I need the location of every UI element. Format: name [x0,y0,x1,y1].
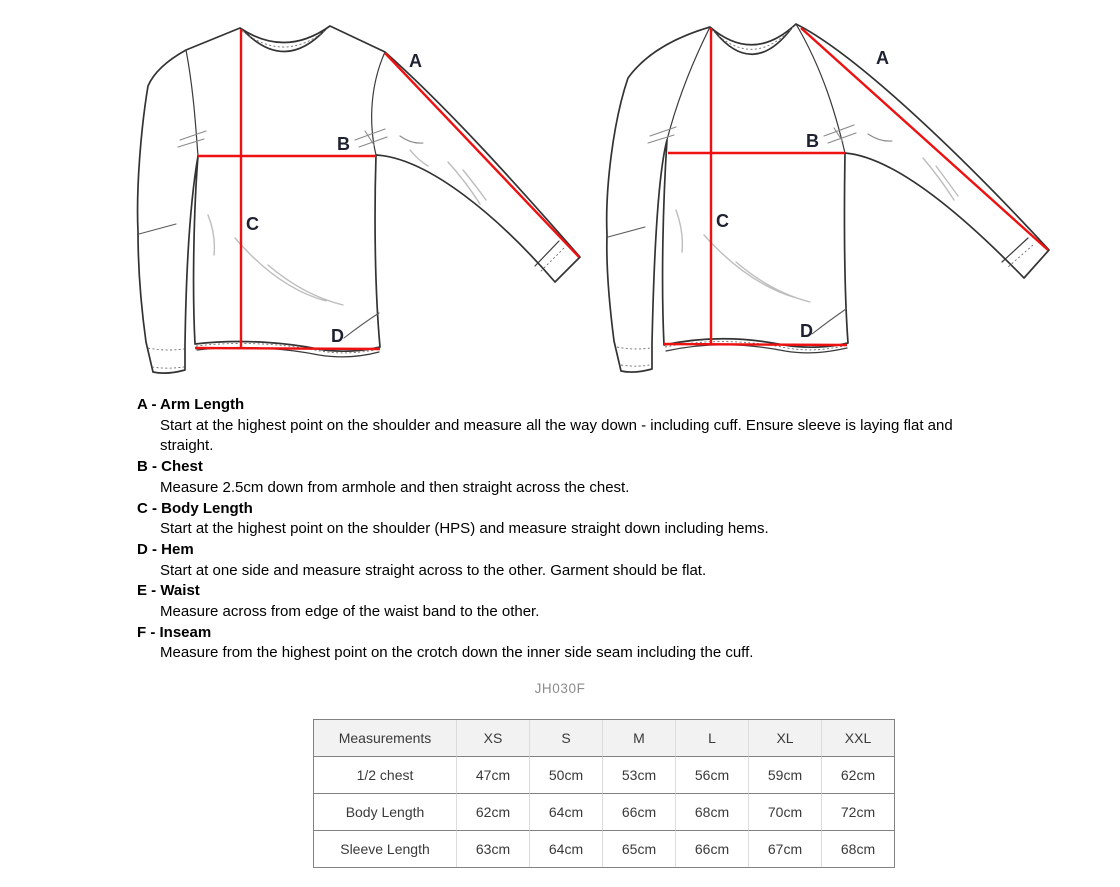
collar-stitching [712,27,793,49]
legend-item [137,623,989,664]
left-armhole-seam [186,50,198,156]
size-table-cell: 67cm [748,830,821,867]
legend-item-heading: C - Body Length [137,499,253,517]
size-table-cell: 64cm [529,793,602,830]
sleeve-wrinkles [410,150,486,204]
garment-diagram-set-in-sleeve [118,10,598,390]
hem-crease [812,309,846,334]
measure-label-b: B [806,131,819,151]
legend-item [137,457,989,498]
size-table-row-label: Sleeve Length [314,830,456,867]
table-row [314,830,894,867]
garment-diagram-raglan-sleeve [588,10,1068,390]
size-table-header-row [314,720,894,756]
legend-item-heading: A - Arm Length [137,396,245,413]
left-cuff-stitching [617,347,651,366]
legend-item [137,499,989,540]
size-table-cell: 66cm [675,830,748,867]
size-table [313,719,895,868]
legend-item [137,395,989,457]
table-row [314,793,894,830]
size-table-header-cell: M [602,720,675,756]
size-table-cell: 47cm [456,756,529,793]
size-table-row-label: 1/2 chest [314,756,456,793]
legend-item-heading: D - Hem [137,540,194,558]
left-cuff-stitching [148,348,184,368]
measure-label-a: A [409,51,422,71]
armpit-marks-right [355,129,423,147]
measure-label-d: D [331,326,344,346]
right-cuff-seam [535,241,559,266]
armpit-marks-left [178,131,206,147]
size-table-header-cell: Measurements [314,720,456,756]
collar-stitching [242,29,327,47]
size-table-header-cell: XXL [821,720,894,756]
elbow-crease [608,227,645,237]
measure-label-a: A [876,48,889,68]
product-code: JH030F [534,681,586,696]
garment-outline [607,24,1049,372]
measure-label-c: C [246,214,259,234]
legend-item-description: Measure from the highest point on the crotch down the inner side seam including the cuff. [160,644,754,662]
legend-item-description: Measure 2.5cm down from armhole and then straight across the chest. [160,478,630,496]
measurement-legend [137,395,989,664]
legend-item-heading: F - Inseam [137,623,212,641]
size-table-cell: 59cm [748,756,821,793]
measure-label-d: D [800,321,813,341]
size-table-header-cell: S [529,720,602,756]
legend-item-description: Start at the highest point on the shoulder and measure all the way down - including cuff. Ensure sleeve is laying flat and straight. [160,416,953,455]
size-table-cell: 68cm [821,830,894,867]
legend-item-description: Start at one side and measure straight across to the other. Garment should be flat. [160,561,707,579]
legend-item-description: Measure across from edge of the waist band to the other. [160,603,540,621]
body-wrinkles [208,215,343,305]
elbow-crease [139,224,176,234]
size-table-header-cell: XL [748,720,821,756]
legend-item-description: Start at the highest point on the shoulder (HPS) and measure straight down including hems. [160,520,769,538]
size-table-cell: 64cm [529,830,602,867]
size-table-cell: 63cm [456,830,529,867]
garment-outline [138,26,580,373]
legend-item [137,581,989,622]
size-table-cell: 65cm [602,830,675,867]
legend-item-heading: B - Chest [137,458,203,476]
armpit-marks-right [824,125,892,143]
legend-item-heading: E - Waist [137,582,200,600]
size-table-cell: 70cm [748,793,821,830]
measure-label-c: C [716,211,729,231]
size-table-header-cell: XS [456,720,529,756]
armpit-marks-left [648,127,676,143]
size-table-row-label: Body Length [314,793,456,830]
legend-item [137,540,989,581]
size-table-header-cell: L [675,720,748,756]
size-table-cell: 56cm [675,756,748,793]
measure-line-d [195,348,380,349]
body-wrinkles [676,210,810,302]
size-table-cell: 68cm [675,793,748,830]
size-table-cell: 53cm [602,756,675,793]
hem-crease [344,313,379,338]
size-table-cell: 72cm [821,793,894,830]
right-cuff-seam [1002,238,1028,262]
table-row [314,756,894,793]
measure-label-b: B [337,134,350,154]
size-table-cell: 66cm [602,793,675,830]
size-table-cell: 62cm [456,793,529,830]
raglan-seam-left [667,27,710,140]
size-table-cell: 62cm [821,756,894,793]
measure-line-d [664,344,847,345]
size-table-cell: 50cm [529,756,602,793]
